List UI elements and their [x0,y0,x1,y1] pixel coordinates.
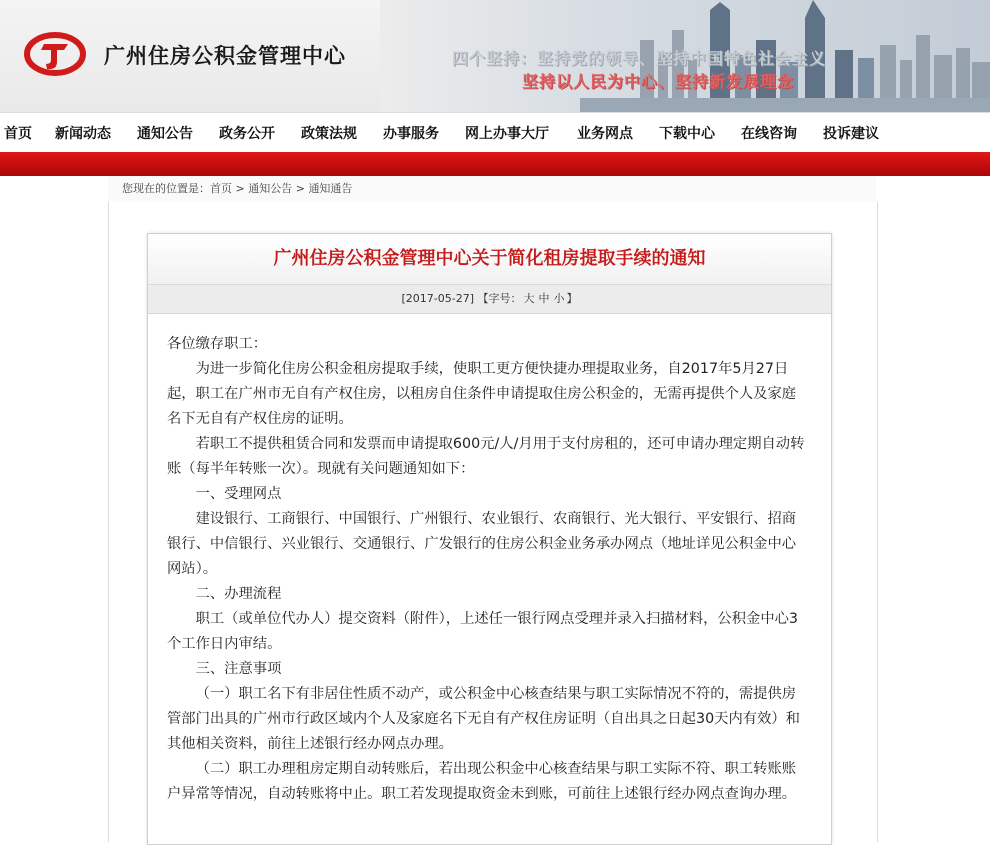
nav-policies[interactable]: 政策法规 [301,126,357,142]
article-body [167,332,809,807]
nav-accent-bar [0,152,990,176]
breadcrumb-separator: > [295,182,305,195]
article-salutation: 各位缴存职工： [167,336,268,352]
header-banner [0,0,990,112]
section-heading: 三、注意事项 [195,661,282,677]
nav-branches[interactable]: 业务网点 [577,126,633,142]
article-paragraph: 为进一步简化住房公积金租房提取手续，使职工更方便快捷办理提取业务，自2017年5月27日起，职工在广州市无自有产权住房，以租房自住条件申请提取住房公积金的，无需再提供个人及家庭名下无自有产权住房的证明。 [167,361,797,427]
breadcrumb [108,176,876,203]
nav-notices[interactable]: 通知公告 [137,126,193,142]
article-paragraph: 职工（或单位代办人）提交资料（附件），上述任一银行网点受理并录入扫描材料，公积金中心3个工作日内审结。 [167,611,799,652]
logo-icon[interactable] [24,30,86,78]
nav-services[interactable]: 办事服务 [383,126,439,142]
nav-complaints[interactable]: 投诉建议 [823,126,879,142]
nav-home[interactable]: 首页 [4,126,32,142]
section-heading: 一、受理网点 [195,486,282,502]
nav-news[interactable]: 新闻动态 [55,126,111,142]
article-paragraph: （一）职工名下有非居住性质不动产，或公积金中心核查结果与职工实际情况不符的，需提供房管部门出具的广州市行政区域内个人及家庭名下无自有产权住房证明（自出具之日起30天内有效）和其他相关资料，前往上述银行经办网点办理。 [167,686,800,752]
section-heading: 二、办理流程 [195,586,282,602]
font-size-large[interactable]: 大 [523,292,535,305]
site-title[interactable]: 广州住房公积金管理中心 [104,43,346,68]
breadcrumb-announcements[interactable]: 通知通告 [308,182,353,195]
font-size-label: 【字号： [477,292,522,305]
breadcrumb-prefix: 您现在的位置是： [122,182,210,195]
font-size-close: 】 [566,292,578,305]
article-paragraph: （二）职工办理租房定期自动转账后，若出现公积金中心核查结果与职工实际不符、职工转账账户异常等情况，自动转账将中止。职工若发现提取资金未到账，可前往上述银行经办网点查询办理。 [167,761,797,802]
article-paragraph: 建设银行、工商银行、中国银行、广州银行、农业银行、农商银行、光大银行、平安银行、招商银行、中信银行、兴业银行、交通银行、广发银行的住房公积金业务承办网点（地址详见公积金中心网站）。 [167,511,797,577]
main-nav [0,112,990,153]
breadcrumb-separator: > [235,182,245,195]
nav-online-hall[interactable]: 网上办事大厅 [465,126,549,142]
breadcrumb-home[interactable]: 首页 [210,182,232,195]
font-size-small[interactable]: 小 [553,292,565,305]
nav-government-affairs[interactable]: 政务公开 [219,126,275,142]
article-date: [2017-05-27] [401,292,474,305]
article-meta [148,285,831,314]
article-panel [147,233,832,845]
nav-online-consult[interactable]: 在线咨询 [741,126,797,142]
article-paragraph: 若职工不提供租赁合同和发票而申请提取600元/人/月用于支付房租的，还可申请办理定期自动转账（每半年转账一次）。现就有关问题通知如下： [167,436,805,477]
slogan-text: 四个坚持：坚持党的领导、坚持中国特色社会主义 坚持以人民为中心、坚持新发展理念 [452,49,827,91]
article-title: 广州住房公积金管理中心关于简化租房提取手续的通知 [148,234,831,285]
nav-downloads[interactable]: 下载中心 [659,126,715,142]
font-size-medium[interactable]: 中 [538,292,550,305]
breadcrumb-notices[interactable]: 通知公告 [248,182,293,195]
